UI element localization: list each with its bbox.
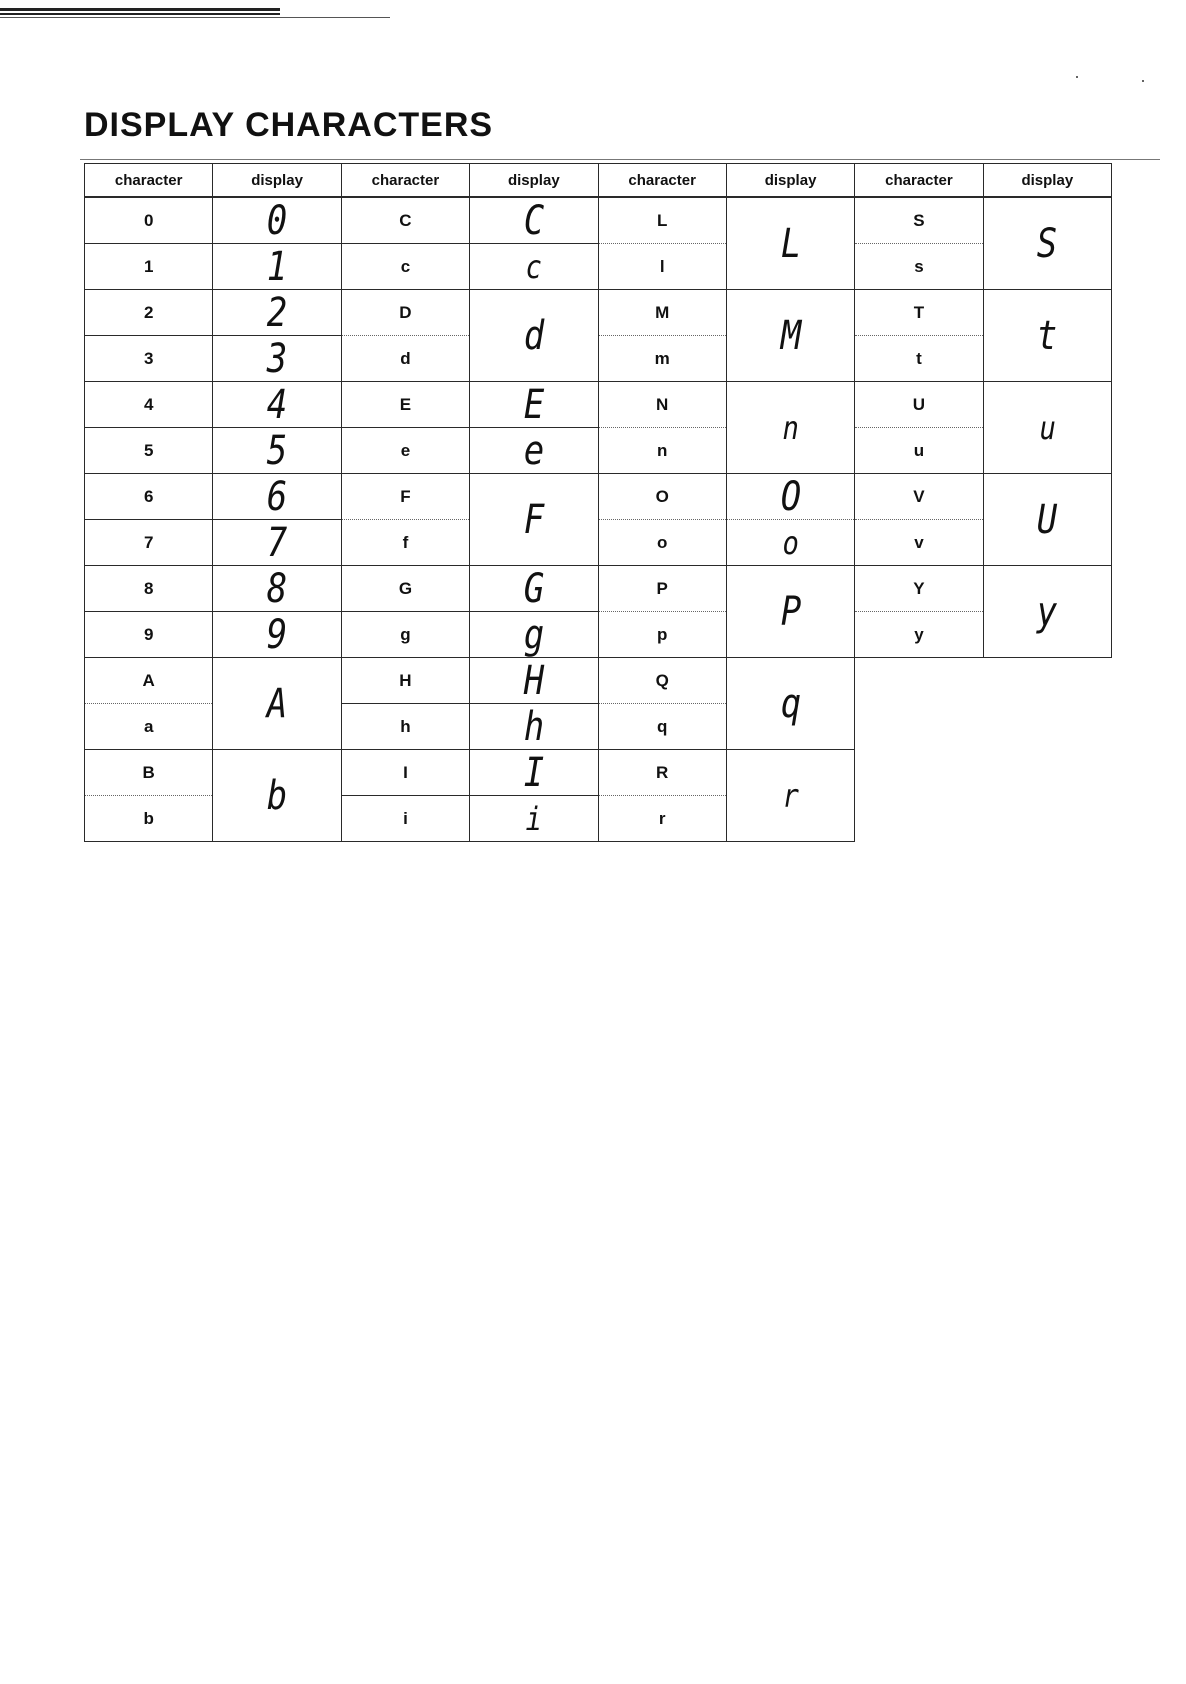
table-row [85,474,1112,520]
display-cell [470,428,598,474]
column-header-character: character [85,164,213,198]
table-row [85,658,1112,704]
display-cell [726,382,854,474]
character-cell: G [341,566,469,612]
segment-glyph: S [1037,220,1058,267]
segment-glyph: q [780,680,801,727]
character-cell: 9 [85,612,213,658]
segment-glyph: U [1037,496,1058,543]
character-cell: O [598,474,726,520]
character-cell: p [598,612,726,658]
segment-glyph: t [1037,312,1058,359]
character-cell: R [598,750,726,796]
character-cell: F [341,474,469,520]
column-header-character: character [855,164,983,198]
character-cell: y [855,612,983,658]
character-cell: 2 [85,290,213,336]
segment-glyph: b [266,772,288,819]
character-cell: V [855,474,983,520]
display-cell [213,658,341,750]
segment-glyph: L [780,220,801,267]
segment-glyph: G [523,565,545,612]
table-row [85,612,1112,658]
display-cell [983,197,1111,290]
display-cell [983,474,1111,566]
segment-glyph: 5 [266,427,288,474]
segment-glyph: 2 [266,289,288,336]
segment-glyph: y [1037,588,1058,635]
display-cell [213,566,341,612]
character-cell: L [598,197,726,244]
character-cell: g [341,612,469,658]
segment-glyph: 9 [266,611,288,658]
table-row [85,336,1112,382]
display-cell [470,796,598,842]
segment-glyph: C [523,197,545,244]
segment-glyph: F [523,496,545,543]
character-cell: t [855,336,983,382]
column-header-character: character [598,164,726,198]
character-cell: M [598,290,726,336]
display-cell [213,382,341,428]
table-row [85,428,1112,474]
segment-glyph: I [523,749,545,796]
table-row [85,520,1112,566]
display-cell [213,197,341,244]
display-cell [213,612,341,658]
segment-glyph: g [523,611,545,658]
character-cell: 4 [85,382,213,428]
display-cell [726,474,854,520]
character-cell: 7 [85,520,213,566]
segment-glyph: c [525,247,542,286]
character-cell: S [855,197,983,244]
character-cell: U [855,382,983,428]
character-cell: c [341,244,469,290]
display-cell [470,612,598,658]
display-cell [726,290,854,382]
column-header-display: display [726,164,854,198]
scan-artifact-bar [0,8,400,20]
table-row [85,244,1112,290]
display-cell [213,290,341,336]
character-cell: i [341,796,469,842]
character-cell: l [598,244,726,290]
segment-glyph: M [780,312,801,359]
character-cell: B [85,750,213,796]
character-cell: A [85,658,213,704]
character-cell: n [598,428,726,474]
character-cell: a [85,704,213,750]
segment-glyph: d [523,312,545,359]
display-cell [470,382,598,428]
character-cell: h [341,704,469,750]
segment-glyph: u [1039,408,1056,447]
display-cell [726,520,854,566]
segment-glyph: 7 [266,519,288,566]
character-cell: f [341,520,469,566]
character-cell: u [855,428,983,474]
column-header-display: display [983,164,1111,198]
empty-area [855,658,1112,842]
segment-glyph: 6 [266,473,288,520]
segment-glyph: A [266,680,288,727]
character-cell: N [598,382,726,428]
segment-glyph: e [523,427,545,474]
display-cell [726,658,854,750]
character-cell: 5 [85,428,213,474]
character-cell: v [855,520,983,566]
table-row [85,290,1112,336]
table-row [85,382,1112,428]
character-cell: r [598,796,726,842]
column-header-display: display [470,164,598,198]
segment-glyph: 8 [266,565,288,612]
character-cell: Y [855,566,983,612]
header-row [85,164,1112,198]
segment-glyph: E [523,381,545,428]
character-cell: 1 [85,244,213,290]
character-cell: T [855,290,983,336]
display-cell [213,336,341,382]
character-cell: o [598,520,726,566]
display-cell [470,244,598,290]
display-cell [213,520,341,566]
character-cell: E [341,382,469,428]
character-cell: e [341,428,469,474]
segment-glyph: P [780,588,801,635]
segment-glyph: i [525,799,542,838]
column-header-character: character [341,164,469,198]
character-cell: I [341,750,469,796]
display-cell [470,197,598,244]
segment-glyph: O [780,473,801,520]
display-cell [983,382,1111,474]
display-cell [470,566,598,612]
page-title: DISPLAY CHARACTERS [84,106,494,144]
character-cell: d [341,336,469,382]
segment-glyph: n [782,408,799,447]
character-cell: b [85,796,213,842]
table-row [85,566,1112,612]
table-row [85,197,1112,244]
display-cell [213,244,341,290]
display-cell [213,474,341,520]
character-cell: D [341,290,469,336]
display-cell [470,704,598,750]
title-rule [80,159,1160,160]
display-cell [213,750,341,842]
scan-speck [1142,80,1144,82]
character-cell: q [598,704,726,750]
segment-glyph: h [523,703,545,750]
display-cell [726,566,854,658]
display-cell [726,750,854,842]
segment-glyph: 4 [266,381,288,428]
character-cell: 3 [85,336,213,382]
display-cell [213,428,341,474]
display-cell [983,290,1111,382]
character-cell: 8 [85,566,213,612]
segment-glyph: 3 [266,335,288,382]
character-cell: P [598,566,726,612]
character-cell: 0 [85,197,213,244]
display-cell [470,474,598,566]
column-header-display: display [213,164,341,198]
display-characters-table [84,163,1112,842]
display-cell [470,750,598,796]
display-cell [726,197,854,290]
character-cell: s [855,244,983,290]
character-cell: Q [598,658,726,704]
segment-glyph: o [782,523,799,562]
character-cell: H [341,658,469,704]
character-cell: m [598,336,726,382]
segment-glyph: r [782,776,799,815]
display-cell [470,290,598,382]
segment-glyph: 1 [266,243,288,290]
segment-glyph: H [523,657,545,704]
scan-speck [1076,76,1078,78]
character-cell: C [341,197,469,244]
display-cell [470,658,598,704]
display-cell [983,566,1111,658]
segment-glyph: 0 [266,197,288,244]
character-cell: 6 [85,474,213,520]
